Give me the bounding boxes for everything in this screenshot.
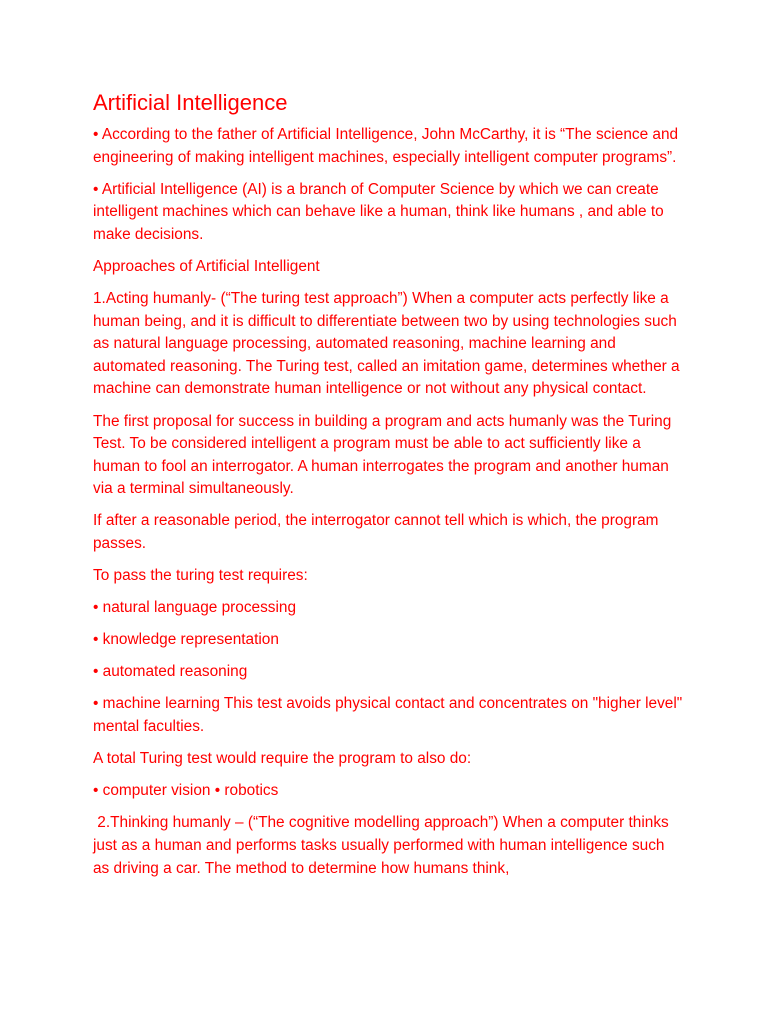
- paragraph-thinking-humanly: 2.Thinking humanly – (“The cognitive modelling approach”) When a computer thinks just as a human and performs tasks usually performed with human intelligence such as driving a car. The method to determine how humans think,: [93, 814, 674, 877]
- paragraph-turing-requirements-intro: To pass the turing test requires:: [93, 567, 308, 585]
- list-item-vision-robotics: • computer vision • robotics: [93, 782, 279, 800]
- list-item-machine-learning: • machine learning This test avoids physical contact and concentrates on "higher level" mental faculties.: [93, 695, 687, 736]
- list-item-knowledge-representation: • knowledge representation: [93, 631, 279, 649]
- list-item-automated-reasoning: • automated reasoning: [93, 663, 248, 681]
- document-page: [93, 88, 687, 890]
- paragraph-turing-test-proposal: The first proposal for success in building a program and acts humanly was the Turing Test. To be considered intelligent a program must be able to act sufficiently like a human to fool an interrogator. A human interrogates the program and another human via a terminal simultaneously.: [93, 412, 676, 498]
- paragraph-acting-humanly: 1.Acting humanly- (“The turing test approach”) When a computer acts perfectly like a human being, and it is difficult to differentiate between two by using technologies such as natural language processing, automated reasoning, machine learning and automated reasoning. The Turing test, called an imitation game, determines whether a machine can demonstrate human intelligence or not without any physical contact.: [93, 290, 684, 398]
- document-title: Artificial Intelligence: [93, 90, 288, 115]
- paragraph-approaches-heading: Approaches of Artificial Intelligent: [93, 257, 320, 275]
- list-item-nlp: • natural language processing: [93, 599, 297, 617]
- paragraph-mccarthy-definition: • According to the father of Artificial Intelligence, John McCarthy, it is “The science and engineering of making intelligent machines, especially intelligent computer programs”.: [93, 126, 683, 166]
- paragraph-total-turing-test: A total Turing test would require the program to also do:: [93, 750, 472, 768]
- paragraph-ai-branch: • Artificial Intelligence (AI) is a branch of Computer Science by which we can create intelligent machines which can behave like a human, think like humans , and able to make decisions.: [93, 180, 668, 243]
- paragraph-program-passes: If after a reasonable period, the interrogator cannot tell which is which, the program passes.: [93, 512, 663, 552]
